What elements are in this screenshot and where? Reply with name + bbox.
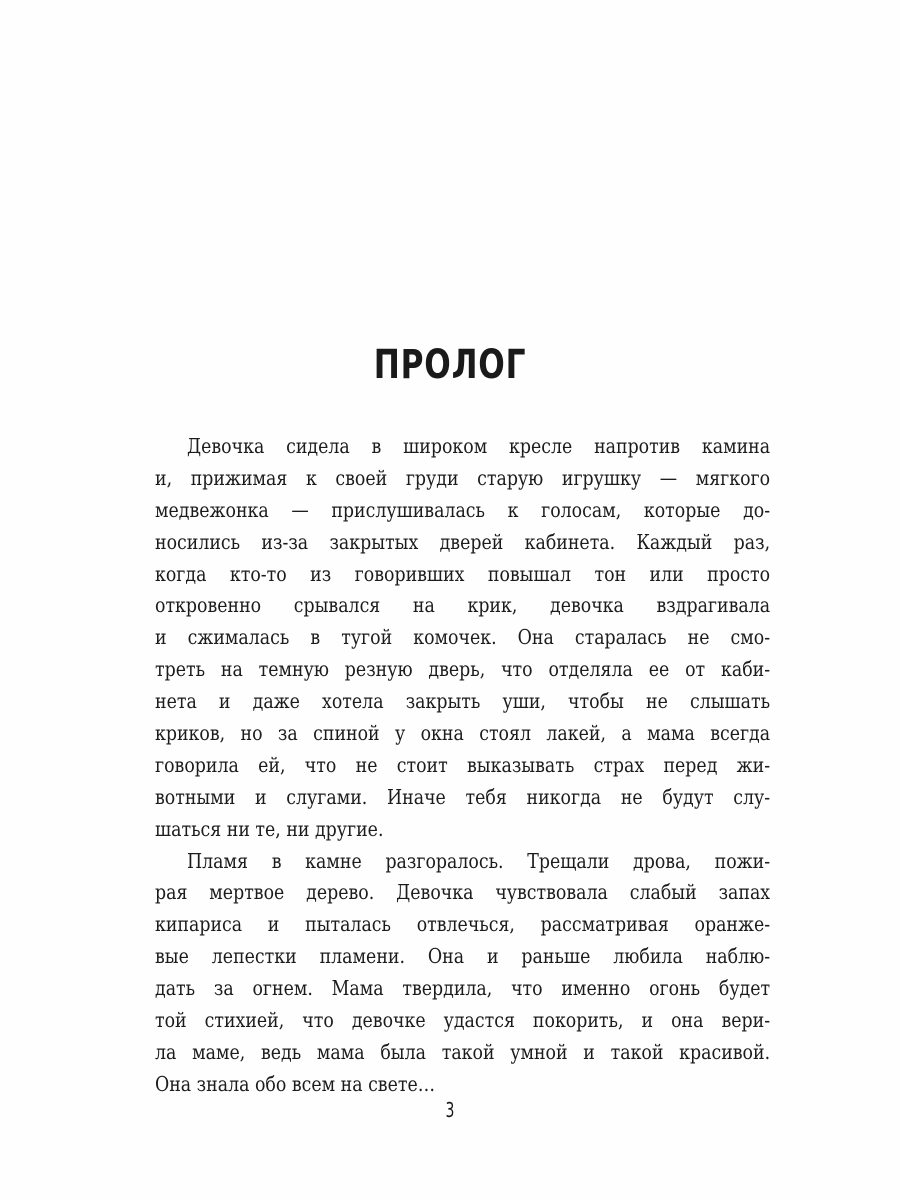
text-line: вотными и слугами. Иначе тебя никогда не будут слу- — [155, 784, 771, 809]
text-line: дать за огнем. Мама твердила, что именно огонь будет — [155, 976, 771, 1001]
text-line: вые лепестки пламени. Она и раньше любила наблю- — [155, 944, 771, 969]
chapter-body — [155, 431, 770, 1101]
text-line: нета и даже хотела закрыть уши, чтобы не слышать — [155, 689, 771, 714]
text-line: Она знала обо всем на свете… — [155, 1071, 436, 1096]
text-line: шаться ни те, ни другие. — [155, 816, 384, 841]
text-line: Пламя в камне разгоралось. Трещали дрова, пожи- — [187, 848, 771, 873]
text-line: носились из-за закрытых дверей кабинета. Каждый раз, — [155, 529, 771, 554]
text-line: треть на темную резную дверь, что отделяла ее от каби- — [155, 657, 771, 682]
page-number: 3 — [445, 1098, 455, 1122]
text-line: рая мертвое дерево. Девочка чувствовала слабый запах — [155, 880, 771, 905]
text-line: откровенно срывался на крик, девочка вздрагивала — [155, 593, 771, 618]
text-line: кипариса и пыталась отвлечься, рассматривая оранже- — [155, 912, 771, 937]
text-line: той стихией, что девочке удастся покорить, и она вери- — [155, 1008, 771, 1033]
text-line: ла маме, ведь мама была такой умной и такой красивой. — [155, 1039, 771, 1064]
text-line: криков, но за спиной у окна стоял лакей, а мама всегда — [155, 721, 771, 746]
text-line: медвежонка — прислушивалась к голосам, которые до- — [155, 497, 771, 522]
text-line: говорила ей, что не стоит выказывать страх перед жи- — [155, 752, 771, 777]
text-line: и сжималась в тугой комочек. Она старалась не смо- — [155, 625, 771, 650]
text-line: когда кто-то из говоривших повышал тон или просто — [155, 561, 771, 586]
text-line: и, прижимая к своей груди старую игрушку — мягкого — [155, 465, 771, 490]
paragraph-1 — [155, 431, 770, 846]
paragraph-2 — [155, 846, 770, 1101]
text-line: Девочка сидела в широком кресле напротив камина — [187, 434, 771, 458]
chapter-title: ПРОЛОГ — [373, 342, 527, 388]
